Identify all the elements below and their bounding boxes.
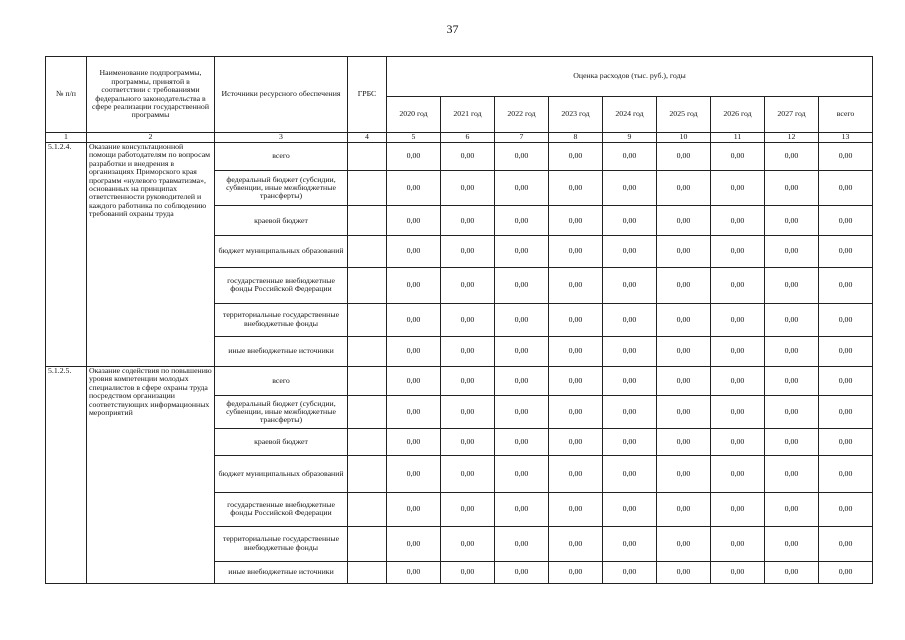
grbs-cell bbox=[348, 143, 387, 171]
value-cell: 0,00 bbox=[765, 206, 819, 236]
value-cell: 0,00 bbox=[603, 561, 657, 583]
value-cell: 0,00 bbox=[495, 396, 549, 429]
grbs-cell bbox=[348, 267, 387, 303]
funding-source: краевой бюджет bbox=[215, 429, 348, 456]
table-row bbox=[46, 366, 873, 395]
value-cell: 0,00 bbox=[711, 267, 765, 303]
funding-source: всего bbox=[215, 366, 348, 395]
value-cell: 0,00 bbox=[441, 526, 495, 561]
value-cell: 0,00 bbox=[495, 303, 549, 336]
value-cell: 0,00 bbox=[819, 206, 873, 236]
grbs-cell bbox=[348, 236, 387, 267]
value-cell: 0,00 bbox=[441, 456, 495, 492]
column-number: 9 bbox=[603, 133, 657, 143]
value-cell: 0,00 bbox=[819, 236, 873, 267]
value-cell: 0,00 bbox=[495, 561, 549, 583]
value-cell: 0,00 bbox=[711, 429, 765, 456]
value-cell: 0,00 bbox=[765, 303, 819, 336]
value-cell: 0,00 bbox=[495, 429, 549, 456]
header-num: № п/п bbox=[46, 57, 87, 133]
value-cell: 0,00 bbox=[387, 526, 441, 561]
value-cell: 0,00 bbox=[387, 206, 441, 236]
value-cell: 0,00 bbox=[603, 336, 657, 366]
value-cell: 0,00 bbox=[711, 561, 765, 583]
value-cell: 0,00 bbox=[387, 429, 441, 456]
value-cell: 0,00 bbox=[495, 206, 549, 236]
grbs-cell bbox=[348, 336, 387, 366]
value-cell: 0,00 bbox=[819, 526, 873, 561]
value-cell: 0,00 bbox=[657, 396, 711, 429]
table-row bbox=[46, 143, 873, 171]
value-cell: 0,00 bbox=[765, 366, 819, 395]
header-source: Источники ресурсного обеспечения bbox=[215, 57, 348, 133]
funding-source: государственные внебюджетные фонды Российской Федерации bbox=[215, 267, 348, 303]
column-number: 6 bbox=[441, 133, 495, 143]
value-cell: 0,00 bbox=[495, 526, 549, 561]
column-number: 5 bbox=[387, 133, 441, 143]
value-cell: 0,00 bbox=[819, 492, 873, 526]
value-cell: 0,00 bbox=[387, 561, 441, 583]
column-number: 13 bbox=[819, 133, 873, 143]
funding-source: иные внебюджетные источники bbox=[215, 336, 348, 366]
value-cell: 0,00 bbox=[549, 171, 603, 206]
value-cell: 0,00 bbox=[549, 303, 603, 336]
value-cell: 0,00 bbox=[495, 336, 549, 366]
value-cell: 0,00 bbox=[603, 526, 657, 561]
year-header: 2027 год bbox=[765, 97, 819, 133]
section-name: Оказание консультационной помощи работодателям по вопросам разработки и внедрения в организациях Приморского края программ «нулевого травматизма», основанных на принципах ответственности руководителей и каждого работника по соблюдению требований охраны труда bbox=[87, 143, 215, 367]
value-cell: 0,00 bbox=[657, 492, 711, 526]
value-cell: 0,00 bbox=[387, 396, 441, 429]
value-cell: 0,00 bbox=[711, 336, 765, 366]
grbs-cell bbox=[348, 429, 387, 456]
year-header: 2025 год bbox=[657, 97, 711, 133]
value-cell: 0,00 bbox=[711, 456, 765, 492]
value-cell: 0,00 bbox=[603, 236, 657, 267]
value-cell: 0,00 bbox=[387, 303, 441, 336]
grbs-cell bbox=[348, 206, 387, 236]
value-cell: 0,00 bbox=[765, 492, 819, 526]
value-cell: 0,00 bbox=[657, 456, 711, 492]
value-cell: 0,00 bbox=[711, 526, 765, 561]
year-header: 2022 год bbox=[495, 97, 549, 133]
value-cell: 0,00 bbox=[765, 456, 819, 492]
value-cell: 0,00 bbox=[711, 236, 765, 267]
funding-source: всего bbox=[215, 143, 348, 171]
value-cell: 0,00 bbox=[765, 396, 819, 429]
value-cell: 0,00 bbox=[549, 206, 603, 236]
value-cell: 0,00 bbox=[441, 561, 495, 583]
header-row bbox=[46, 57, 873, 97]
section-number: 5.1.2.5. bbox=[46, 366, 87, 583]
value-cell: 0,00 bbox=[387, 456, 441, 492]
value-cell: 0,00 bbox=[603, 206, 657, 236]
section-name: Оказание содействия по повышению уровня компетенции молодых специалистов в сфере охраны труда посредством организации соответствующих информационных мероприятий bbox=[87, 366, 215, 583]
value-cell: 0,00 bbox=[819, 143, 873, 171]
table-body bbox=[46, 143, 873, 584]
value-cell: 0,00 bbox=[603, 429, 657, 456]
grbs-cell bbox=[348, 171, 387, 206]
column-number: 8 bbox=[549, 133, 603, 143]
grbs-cell bbox=[348, 366, 387, 395]
value-cell: 0,00 bbox=[657, 561, 711, 583]
value-cell: 0,00 bbox=[549, 267, 603, 303]
year-header: 2024 год bbox=[603, 97, 657, 133]
value-cell: 0,00 bbox=[441, 206, 495, 236]
value-cell: 0,00 bbox=[441, 396, 495, 429]
grbs-cell bbox=[348, 561, 387, 583]
value-cell: 0,00 bbox=[603, 267, 657, 303]
year-header: 2023 год bbox=[549, 97, 603, 133]
value-cell: 0,00 bbox=[657, 366, 711, 395]
value-cell: 0,00 bbox=[549, 336, 603, 366]
value-cell: 0,00 bbox=[387, 267, 441, 303]
column-number: 2 bbox=[87, 133, 215, 143]
funding-source: бюджет муниципальных образований bbox=[215, 456, 348, 492]
value-cell: 0,00 bbox=[441, 336, 495, 366]
value-cell: 0,00 bbox=[495, 267, 549, 303]
value-cell: 0,00 bbox=[441, 236, 495, 267]
value-cell: 0,00 bbox=[765, 171, 819, 206]
value-cell: 0,00 bbox=[549, 429, 603, 456]
grbs-cell bbox=[348, 526, 387, 561]
value-cell: 0,00 bbox=[495, 366, 549, 395]
value-cell: 0,00 bbox=[711, 396, 765, 429]
value-cell: 0,00 bbox=[495, 456, 549, 492]
value-cell: 0,00 bbox=[387, 171, 441, 206]
value-cell: 0,00 bbox=[387, 366, 441, 395]
value-cell: 0,00 bbox=[765, 143, 819, 171]
value-cell: 0,00 bbox=[819, 561, 873, 583]
value-cell: 0,00 bbox=[657, 303, 711, 336]
value-cell: 0,00 bbox=[441, 267, 495, 303]
column-number: 4 bbox=[348, 133, 387, 143]
value-cell: 0,00 bbox=[711, 366, 765, 395]
column-number: 10 bbox=[657, 133, 711, 143]
funding-source: краевой бюджет bbox=[215, 206, 348, 236]
value-cell: 0,00 bbox=[603, 492, 657, 526]
value-cell: 0,00 bbox=[603, 143, 657, 171]
column-number: 3 bbox=[215, 133, 348, 143]
value-cell: 0,00 bbox=[549, 456, 603, 492]
grbs-cell bbox=[348, 492, 387, 526]
value-cell: 0,00 bbox=[819, 171, 873, 206]
value-cell: 0,00 bbox=[819, 303, 873, 336]
value-cell: 0,00 bbox=[549, 143, 603, 171]
column-number: 1 bbox=[46, 133, 87, 143]
value-cell: 0,00 bbox=[657, 206, 711, 236]
year-header: всего bbox=[819, 97, 873, 133]
header-estimate: Оценка расходов (тыс. руб.), годы bbox=[387, 57, 873, 97]
value-cell: 0,00 bbox=[711, 206, 765, 236]
value-cell: 0,00 bbox=[495, 143, 549, 171]
grbs-cell bbox=[348, 456, 387, 492]
value-cell: 0,00 bbox=[765, 526, 819, 561]
value-cell: 0,00 bbox=[657, 236, 711, 267]
value-cell: 0,00 bbox=[819, 267, 873, 303]
column-number: 11 bbox=[711, 133, 765, 143]
value-cell: 0,00 bbox=[603, 366, 657, 395]
value-cell: 0,00 bbox=[495, 236, 549, 267]
column-number: 12 bbox=[765, 133, 819, 143]
value-cell: 0,00 bbox=[549, 526, 603, 561]
value-cell: 0,00 bbox=[603, 171, 657, 206]
value-cell: 0,00 bbox=[819, 336, 873, 366]
value-cell: 0,00 bbox=[603, 303, 657, 336]
value-cell: 0,00 bbox=[441, 303, 495, 336]
value-cell: 0,00 bbox=[765, 336, 819, 366]
value-cell: 0,00 bbox=[441, 143, 495, 171]
funding-source: бюджет муниципальных образований bbox=[215, 236, 348, 267]
value-cell: 0,00 bbox=[657, 171, 711, 206]
column-numbers-row bbox=[46, 133, 873, 143]
year-header: 2021 год bbox=[441, 97, 495, 133]
funding-source: государственные внебюджетные фонды Российской Федерации bbox=[215, 492, 348, 526]
funding-source: территориальные государственные внебюджетные фонды bbox=[215, 303, 348, 336]
value-cell: 0,00 bbox=[441, 366, 495, 395]
section-number: 5.1.2.4. bbox=[46, 143, 87, 367]
year-header: 2026 год bbox=[711, 97, 765, 133]
value-cell: 0,00 bbox=[765, 561, 819, 583]
value-cell: 0,00 bbox=[711, 492, 765, 526]
grbs-cell bbox=[348, 303, 387, 336]
funding-source: иные внебюджетные источники bbox=[215, 561, 348, 583]
header-name: Наименование подпрограммы, программы, принятой в соответствии с требованиями федерального законодательства в сфере реализации государственной программы bbox=[87, 57, 215, 133]
grbs-cell bbox=[348, 396, 387, 429]
value-cell: 0,00 bbox=[549, 236, 603, 267]
value-cell: 0,00 bbox=[711, 171, 765, 206]
value-cell: 0,00 bbox=[711, 143, 765, 171]
value-cell: 0,00 bbox=[657, 429, 711, 456]
value-cell: 0,00 bbox=[765, 429, 819, 456]
budget-table bbox=[45, 56, 873, 584]
value-cell: 0,00 bbox=[657, 267, 711, 303]
value-cell: 0,00 bbox=[765, 236, 819, 267]
year-header: 2020 год bbox=[387, 97, 441, 133]
value-cell: 0,00 bbox=[819, 429, 873, 456]
value-cell: 0,00 bbox=[657, 526, 711, 561]
funding-source: федеральный бюджет (субсидии, субвенции, иные межбюджетные трансферты) bbox=[215, 396, 348, 429]
value-cell: 0,00 bbox=[819, 396, 873, 429]
value-cell: 0,00 bbox=[387, 236, 441, 267]
value-cell: 0,00 bbox=[495, 171, 549, 206]
header-grbs: ГРБС bbox=[348, 57, 387, 133]
value-cell: 0,00 bbox=[441, 492, 495, 526]
value-cell: 0,00 bbox=[549, 366, 603, 395]
page-number: 37 bbox=[446, 22, 459, 36]
value-cell: 0,00 bbox=[657, 336, 711, 366]
value-cell: 0,00 bbox=[549, 492, 603, 526]
value-cell: 0,00 bbox=[387, 143, 441, 171]
value-cell: 0,00 bbox=[603, 396, 657, 429]
funding-source: федеральный бюджет (субсидии, субвенции, иные межбюджетные трансферты) bbox=[215, 171, 348, 206]
value-cell: 0,00 bbox=[819, 366, 873, 395]
value-cell: 0,00 bbox=[441, 171, 495, 206]
funding-source: территориальные государственные внебюджетные фонды bbox=[215, 526, 348, 561]
value-cell: 0,00 bbox=[495, 492, 549, 526]
column-number: 7 bbox=[495, 133, 549, 143]
value-cell: 0,00 bbox=[819, 456, 873, 492]
value-cell: 0,00 bbox=[549, 396, 603, 429]
value-cell: 0,00 bbox=[657, 143, 711, 171]
value-cell: 0,00 bbox=[387, 336, 441, 366]
value-cell: 0,00 bbox=[441, 429, 495, 456]
value-cell: 0,00 bbox=[549, 561, 603, 583]
value-cell: 0,00 bbox=[765, 267, 819, 303]
value-cell: 0,00 bbox=[603, 456, 657, 492]
value-cell: 0,00 bbox=[711, 303, 765, 336]
value-cell: 0,00 bbox=[387, 492, 441, 526]
